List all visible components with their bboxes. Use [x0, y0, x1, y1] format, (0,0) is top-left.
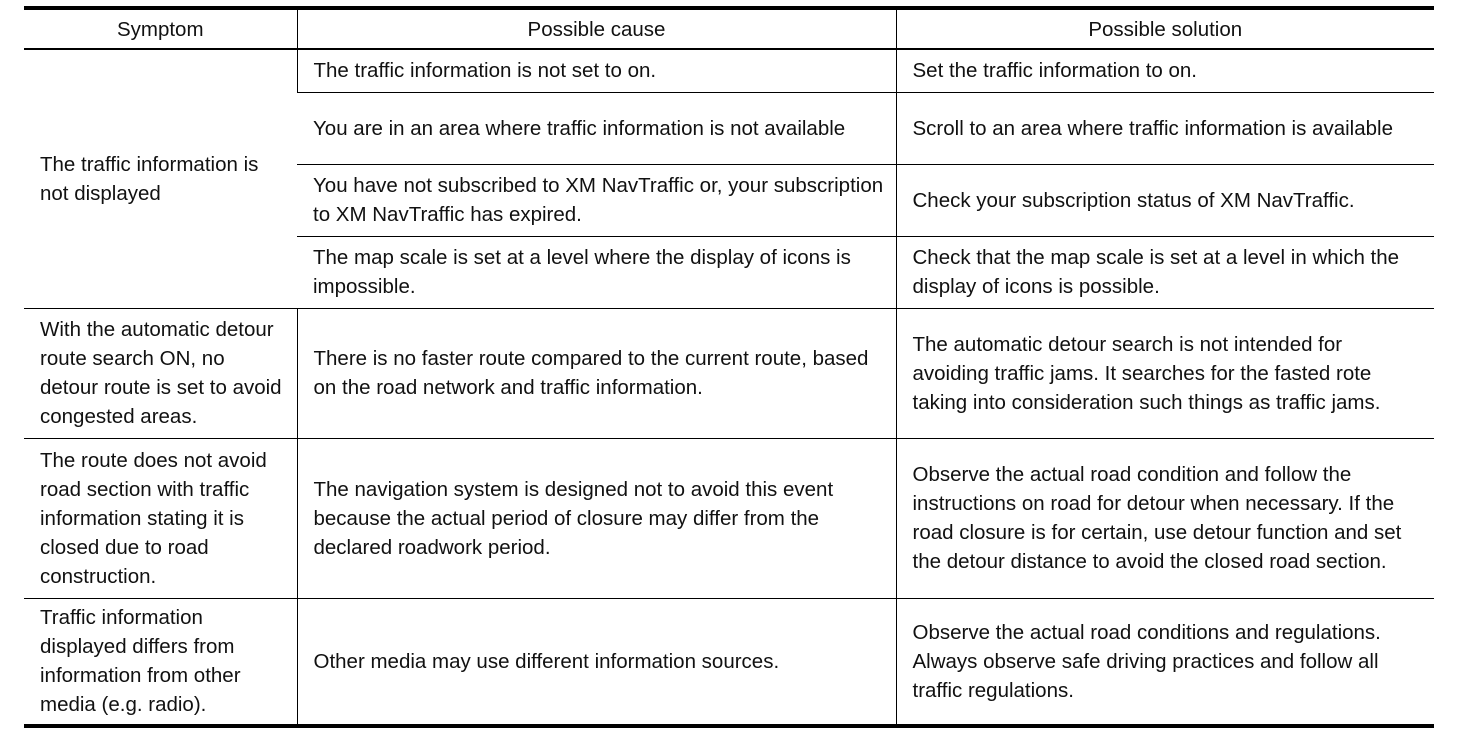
solution-cell: Observe the actual road condition and follow the instructions on road for detour when necessary. If the road closure is for certain, use detour function and set the detour distance to avoid the closed road section. — [896, 438, 1434, 598]
cause-cell: There is no faster route compared to the current route, based on the road network and traffic information. — [297, 308, 896, 438]
symptom-cell: Traffic information displayed differs from information from other media (e.g. radio). — [24, 598, 297, 726]
header-possible-cause: Possible cause — [297, 8, 896, 49]
cause-cell: You have not subscribed to XM NavTraffic or, your subscription to XM NavTraffic has expired. — [297, 164, 896, 236]
cause-cell: Other media may use different information sources. — [297, 598, 896, 726]
header-possible-solution: Possible solution — [896, 8, 1434, 49]
solution-cell: The automatic detour search is not intended for avoiding traffic jams. It searches for the fasted rote taking into consideration such things as traffic jams. — [896, 308, 1434, 438]
symptom-cell: The route does not avoid road section with traffic information stating it is closed due to road construction. — [24, 438, 297, 598]
solution-cell: Check that the map scale is set at a level in which the display of icons is possible. — [896, 236, 1434, 308]
solution-cell: Set the traffic information to on. — [896, 49, 1434, 92]
header-row — [24, 8, 1434, 49]
solution-cell: Scroll to an area where traffic information is available — [896, 92, 1434, 164]
table-row — [24, 49, 1434, 92]
header-symptom: Symptom — [24, 8, 297, 49]
cause-cell: The map scale is set at a level where the display of icons is impossible. — [297, 236, 896, 308]
troubleshooting-table — [24, 6, 1434, 728]
table-row — [24, 598, 1434, 726]
solution-cell: Check your subscription status of XM NavTraffic. — [896, 164, 1434, 236]
solution-cell: Observe the actual road conditions and regulations. Always observe safe driving practices and follow all traffic regulations. — [896, 598, 1434, 726]
symptom-cell: The traffic information is not displayed — [40, 152, 259, 205]
table-row — [24, 308, 1434, 438]
cause-cell: The navigation system is designed not to avoid this event because the actual period of closure may differ from the declared roadwork period. — [297, 438, 896, 598]
symptom-cell: With the automatic detour route search ON, no detour route is set to avoid congested areas. — [24, 308, 297, 438]
table-row — [24, 438, 1434, 598]
cause-cell: You are in an area where traffic information is not available — [297, 92, 896, 164]
cause-cell: The traffic information is not set to on. — [297, 49, 896, 92]
